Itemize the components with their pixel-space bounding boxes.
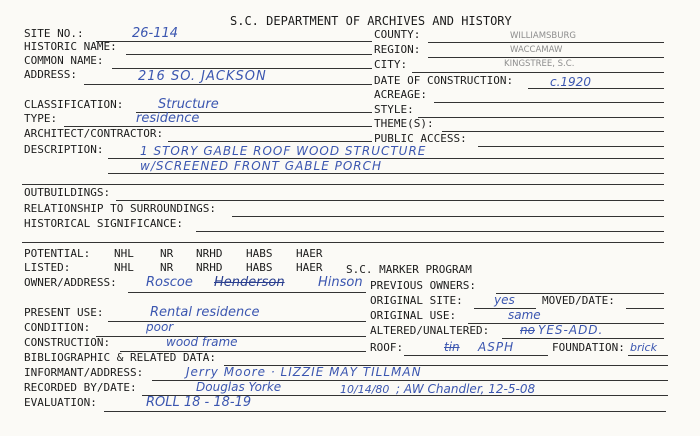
- description-value-1: 1 STORY GABLE ROOF WOOD STRUCTURE: [140, 144, 427, 158]
- altered-value: YES-ADD.: [538, 323, 604, 337]
- original-use-value: same: [508, 308, 541, 322]
- moved-date-line: [626, 308, 664, 309]
- evaluation-line: [104, 411, 666, 412]
- condition-label: CONDITION:: [24, 321, 91, 334]
- themes-label: THEME(S):: [374, 117, 434, 130]
- acreage-label: ACREAGE:: [374, 88, 427, 101]
- original-site-label: ORIGINAL SITE:: [370, 294, 463, 307]
- original-use-label: ORIGINAL USE:: [370, 309, 457, 322]
- relationship-label: RELATIONSHIP TO SURROUNDINGS:: [24, 202, 217, 215]
- architect-line: [168, 141, 372, 142]
- description-divider: [22, 184, 664, 185]
- construction-label: CONSTRUCTION:: [24, 336, 111, 349]
- condition-value: poor: [146, 320, 174, 334]
- public-access-line: [478, 146, 664, 147]
- address-label: ADDRESS:: [24, 68, 77, 81]
- potential-option-haer: HAER: [296, 247, 323, 260]
- style-label: STYLE:: [374, 103, 414, 116]
- date-construction-value: c.1920: [550, 75, 591, 89]
- foundation-line: [628, 355, 668, 356]
- public-access-label: PUBLIC ACCESS:: [374, 132, 467, 145]
- roof-struck-value: tin: [444, 340, 460, 354]
- outbuildings-label: OUTBUILDINGS:: [24, 186, 111, 199]
- description-label: DESCRIPTION:: [24, 143, 104, 156]
- site-no-line: [96, 41, 372, 42]
- roof-value: ASPH: [478, 340, 515, 354]
- altered-label: ALTERED/UNALTERED:: [370, 324, 490, 337]
- previous-owners-label: PREVIOUS OWNERS:: [370, 279, 476, 292]
- description-value-2: w/SCREENED FRONT GABLE PORCH: [140, 159, 383, 173]
- county-stamp-line-2: WACCAMAW: [510, 45, 563, 55]
- site-no-value: 26-114: [132, 26, 179, 41]
- roof-label: ROOF:: [370, 341, 404, 354]
- county-line: [428, 42, 664, 43]
- card-title: S.C. DEPARTMENT OF ARCHIVES AND HISTORY: [230, 14, 512, 28]
- bibliographic-label: BIBLIOGRAPHIC & RELATED DATA:: [24, 351, 217, 364]
- owner-struck-name: Henderson: [214, 275, 285, 290]
- city-line: [412, 72, 664, 73]
- significance-label: HISTORICAL SIGNIFICANCE:: [24, 217, 183, 230]
- county-label: COUNTY:: [374, 28, 421, 41]
- recorded-by-label: RECORDED BY/DATE:: [24, 381, 137, 394]
- evaluation-value: ROLL 18 - 18-19: [146, 395, 252, 410]
- site-no-label: SITE NO.:: [24, 27, 84, 40]
- description-line-2: [108, 173, 664, 174]
- county-stamp-line-1: WILLIAMSBURG: [510, 31, 576, 41]
- potential-option-nr: NR: [160, 247, 174, 260]
- informant-value: Jerry Moore · LIZZIE MAY TILLMAN: [186, 365, 422, 379]
- historic-name-label: HISTORIC NAME:: [24, 40, 117, 53]
- themes-line: [442, 131, 664, 132]
- present-use-value: Rental residence: [150, 305, 260, 320]
- address-value: 216 SO. JACKSON: [138, 69, 267, 84]
- original-site-value: yes: [494, 293, 515, 307]
- type-label: TYPE:: [24, 112, 58, 125]
- potential-option-habs: HABS: [246, 247, 273, 260]
- historic-name-line: [126, 54, 372, 55]
- outbuildings-line: [116, 200, 664, 201]
- listed-label: LISTED:: [24, 261, 71, 274]
- listed-option-nhl: NHL: [114, 261, 134, 274]
- potential-label: POTENTIAL:: [24, 247, 91, 260]
- city-label: CITY:: [374, 58, 408, 71]
- moved-date-label: MOVED/DATE:: [542, 294, 615, 307]
- listed-option-nr: NR: [160, 261, 174, 274]
- architect-label: ARCHITECT/CONTRACTOR:: [24, 127, 164, 140]
- listed-option-nrhd: NRHD: [196, 261, 223, 274]
- recorded-note-value: ; AW Chandler, 12-5-08: [396, 382, 536, 396]
- listed-option-habs: HABS: [246, 261, 273, 274]
- evaluation-label: EVALUATION:: [24, 396, 97, 409]
- owner-last-name: Hinson: [318, 275, 363, 290]
- date-construction-label: DATE OF CONSTRUCTION:: [374, 74, 514, 87]
- acreage-line: [434, 102, 664, 103]
- recorded-date-value: 10/14/80: [340, 383, 390, 396]
- altered-line: [502, 338, 664, 339]
- recorded-by-value: Douglas Yorke: [196, 380, 282, 394]
- marker-program-label: S.C. MARKER PROGRAM: [346, 263, 472, 276]
- date-construction-line: [528, 88, 664, 89]
- roof-line: [404, 355, 548, 356]
- foundation-label: FOUNDATION:: [552, 341, 625, 354]
- style-line: [418, 117, 664, 118]
- owner-label: OWNER/ADDRESS:: [24, 276, 117, 289]
- classification-label: CLASSIFICATION:: [24, 98, 124, 111]
- altered-struck-value: no: [520, 323, 535, 337]
- type-value: residence: [136, 111, 200, 126]
- common-name-label: COMMON NAME:: [24, 54, 104, 67]
- significance-divider: [22, 242, 664, 243]
- listed-option-haer: HAER: [296, 261, 323, 274]
- owner-first-name: Roscoe: [146, 275, 193, 290]
- potential-option-nhl: NHL: [114, 247, 134, 260]
- address-line: [84, 84, 372, 85]
- present-use-label: PRESENT USE:: [24, 306, 104, 319]
- significance-line: [196, 231, 664, 232]
- county-stamp-line-3: KINGSTREE, S.C.: [504, 59, 575, 69]
- region-line: [428, 57, 664, 58]
- informant-label: INFORMANT/ADDRESS:: [24, 366, 144, 379]
- construction-value: wood frame: [166, 335, 238, 349]
- classification-value: Structure: [158, 97, 219, 112]
- region-label: REGION:: [374, 43, 421, 56]
- relationship-line: [232, 216, 664, 217]
- owner-line: [128, 292, 366, 293]
- foundation-value: brick: [630, 341, 657, 354]
- potential-option-nrhd: NRHD: [196, 247, 223, 260]
